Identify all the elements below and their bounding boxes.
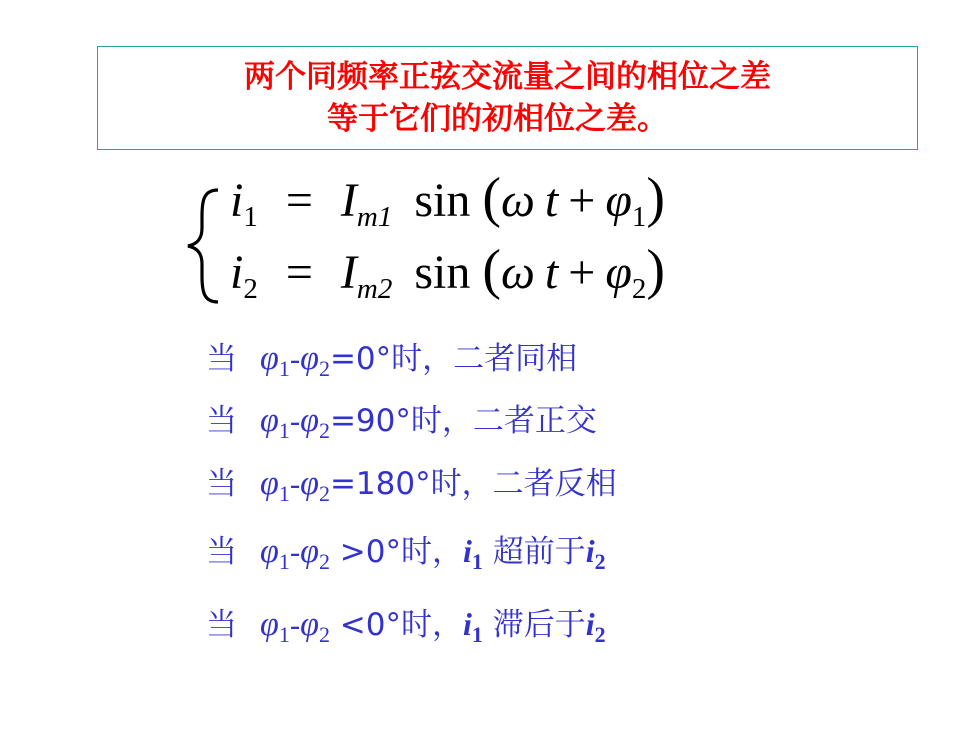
- equation-row-1: [230, 167, 666, 245]
- condition-prefix: 当: [206, 403, 237, 439]
- condition-prefix: 当: [206, 341, 237, 377]
- current-symbol: i: [230, 174, 244, 227]
- current-symbol: i: [230, 246, 244, 299]
- phase-symbol: φ: [605, 174, 632, 227]
- condition-relation: =0°时，: [329, 341, 454, 377]
- condition-result: 二者反相: [492, 466, 617, 502]
- time-symbol: t: [544, 174, 559, 227]
- minus-sign: -: [289, 607, 301, 642]
- subscript: 2: [318, 549, 330, 574]
- subscript: 1: [243, 201, 258, 233]
- phi-symbol: φ: [300, 465, 319, 502]
- subscript: 2: [318, 481, 330, 506]
- subscript: 1: [278, 481, 290, 506]
- phase-subscript: 2: [631, 273, 647, 305]
- equals-sign: =: [285, 174, 313, 227]
- subscript: 1: [471, 549, 483, 574]
- subscript: 1: [278, 549, 290, 574]
- condition-result: 二者正交: [472, 403, 597, 439]
- right-paren: ): [646, 167, 666, 229]
- equation-row-2: [230, 239, 666, 317]
- phase-symbol: φ: [605, 246, 632, 299]
- phase-subscript: 1: [631, 201, 647, 233]
- current-i2: i: [585, 606, 595, 642]
- current-i1: i: [463, 533, 472, 569]
- title-line-2: 等于它们的初相位之差。: [327, 101, 668, 137]
- condition-relation: =90°时，: [329, 403, 473, 439]
- minus-sign: -: [289, 403, 301, 438]
- phi-symbol: φ: [300, 606, 319, 643]
- omega-symbol: ω: [501, 246, 535, 299]
- phi-symbol: φ: [260, 606, 279, 643]
- amplitude-subscript: m2: [356, 273, 393, 305]
- subscript: 1: [278, 622, 290, 647]
- current-i2: i: [585, 533, 595, 569]
- sin-function: sin: [414, 246, 471, 299]
- plus-sign: +: [568, 246, 596, 299]
- amplitude-subscript: m1: [356, 201, 393, 233]
- left-paren: (: [482, 239, 502, 301]
- condition-relation: >0°时，: [329, 534, 464, 570]
- condition-prefix: 当: [206, 534, 237, 570]
- subscript: 2: [318, 418, 330, 443]
- omega-symbol: ω: [501, 174, 535, 227]
- title-box: [97, 46, 918, 150]
- condition-orthogonal: [206, 402, 597, 450]
- phi-symbol: φ: [300, 533, 319, 570]
- phi-symbol: φ: [260, 340, 279, 377]
- minus-sign: -: [289, 466, 301, 501]
- current-i1: i: [463, 606, 472, 642]
- phi-symbol: φ: [260, 402, 279, 439]
- plus-sign: +: [568, 174, 596, 227]
- subscript: 1: [278, 356, 290, 381]
- subscript: 2: [243, 273, 258, 305]
- condition-result: 滞后于: [482, 607, 586, 643]
- condition-leading: [206, 532, 606, 581]
- subscript: 1: [471, 622, 483, 647]
- phi-symbol: φ: [300, 402, 319, 439]
- minus-sign: -: [289, 341, 301, 376]
- sin-function: sin: [414, 174, 471, 227]
- condition-prefix: 当: [206, 466, 237, 502]
- minus-sign: -: [289, 534, 301, 569]
- condition-lagging: [206, 605, 606, 654]
- condition-relation: =180°时，: [329, 466, 493, 502]
- phi-symbol: φ: [300, 340, 319, 377]
- title-line-1: 两个同频率正弦交流量之间的相位之差: [244, 59, 771, 95]
- condition-in-phase: [206, 340, 577, 388]
- left-paren: (: [482, 167, 502, 229]
- subscript: 2: [594, 622, 606, 647]
- subscript: 2: [318, 622, 330, 647]
- condition-result: 超前于: [482, 534, 586, 570]
- condition-result: 二者同相: [453, 341, 578, 377]
- left-brace: [180, 160, 228, 310]
- subscript: 2: [318, 356, 330, 381]
- phi-symbol: φ: [260, 465, 279, 502]
- time-symbol: t: [544, 246, 559, 299]
- subscript: 2: [594, 549, 606, 574]
- subscript: 1: [278, 418, 290, 443]
- condition-relation: <0°时，: [329, 607, 464, 643]
- condition-prefix: 当: [206, 607, 237, 643]
- equals-sign: =: [285, 246, 313, 299]
- equation-system: [180, 160, 740, 310]
- right-paren: ): [646, 239, 666, 301]
- amplitude-symbol: I: [340, 246, 357, 299]
- condition-anti-phase: [206, 465, 617, 513]
- phi-symbol: φ: [260, 533, 279, 570]
- amplitude-symbol: I: [340, 174, 357, 227]
